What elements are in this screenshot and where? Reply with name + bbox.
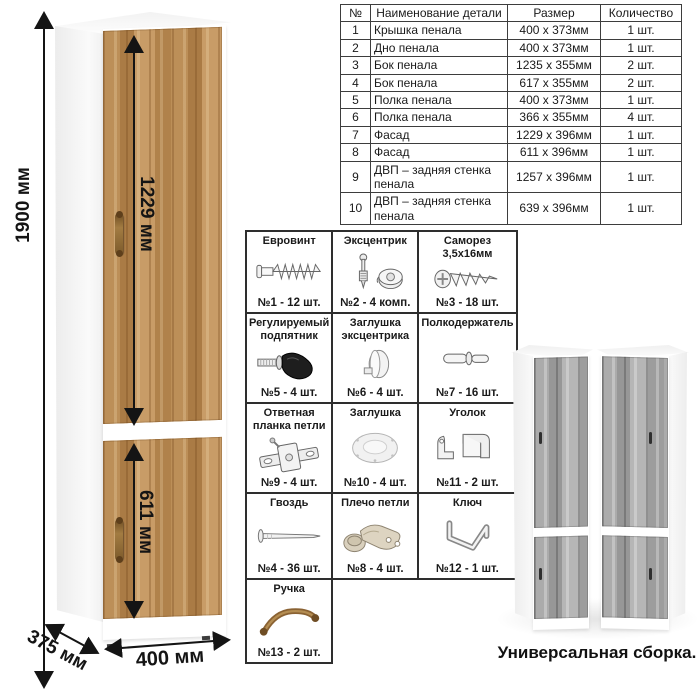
parts-table-header <box>341 5 682 22</box>
header-size: Размер <box>508 5 601 22</box>
table-row <box>341 22 682 39</box>
hardware-cell <box>419 404 515 492</box>
gray-cabinet-left-front <box>533 355 589 630</box>
dimension-label-height: 1900 мм <box>13 167 34 243</box>
hardware-title: Эксцентрик <box>343 235 407 247</box>
part-size: 366 x 355мм <box>508 109 601 126</box>
hardware-qty: №10 - 4 шт. <box>343 477 407 489</box>
lower-door-handle <box>115 519 123 561</box>
dimension-label-upper-door: 1229 мм <box>136 176 157 252</box>
hardware-title: Евровинт <box>262 235 316 247</box>
part-name: Фасад <box>371 144 508 161</box>
header-name: Наименование детали <box>371 5 508 22</box>
hinge-plate-icon <box>249 432 329 477</box>
corner-bracket-icon <box>421 420 513 477</box>
hardware-qty: №11 - 2 шт. <box>436 477 499 489</box>
hardware-qty: №2 - 4 комп. <box>340 297 411 309</box>
hardware-cell <box>247 232 331 312</box>
hardware-cell <box>419 494 515 578</box>
part-size: 1235 x 355мм <box>508 57 601 74</box>
part-qty: 1 шт. <box>601 126 682 143</box>
hardware-title: Ответная планка петли <box>252 407 326 432</box>
table-row <box>341 109 682 126</box>
dimension-label-lower-door: 611 мм <box>135 489 156 555</box>
part-qty: 2 шт. <box>601 74 682 91</box>
gray-upper-door <box>602 356 668 528</box>
table-row <box>341 126 682 143</box>
gray-upper-door <box>534 357 588 528</box>
part-size: 1257 x 396мм <box>508 161 601 193</box>
hardware-title: Гвоздь <box>269 497 309 509</box>
cabinet-foot <box>107 644 115 649</box>
hex-key-icon <box>421 510 513 563</box>
hardware-qty: №9 - 4 шт. <box>260 477 318 489</box>
hardware-qty: №6 - 4 шт. <box>347 387 404 399</box>
part-name: Бок пенала <box>371 74 508 91</box>
hardware-qty: №7 - 16 шт. <box>436 387 499 399</box>
part-size: 400 x 373мм <box>508 91 601 108</box>
hardware-cell <box>333 494 417 578</box>
hardware-cell <box>247 580 331 662</box>
hardware-cell <box>333 404 417 492</box>
part-name: Полка пенала <box>371 91 508 108</box>
part-num: 1 <box>341 22 371 39</box>
part-qty: 1 шт. <box>601 39 682 56</box>
part-size: 1229 x 396мм <box>508 126 601 143</box>
cabinet-foot <box>202 636 210 641</box>
table-row <box>341 91 682 108</box>
handle-icon <box>249 596 329 647</box>
gray-door-handle <box>539 432 542 444</box>
hardware-qty: №12 - 1 шт. <box>436 563 499 575</box>
cover-cap-icon <box>335 420 415 477</box>
part-qty: 1 шт. <box>601 144 682 161</box>
hardware-qty: №3 - 18 шт. <box>436 297 499 309</box>
part-name: ДВП – задняя стенка пенала <box>371 161 508 193</box>
hardware-qty: №5 - 4 шт. <box>260 387 318 399</box>
self-tapping-screw-icon <box>421 260 513 297</box>
gray-door-handle <box>649 432 652 444</box>
parts-table <box>340 4 682 225</box>
part-name: Полка пенала <box>371 109 508 126</box>
cam-lock-icon <box>335 248 415 297</box>
gray-lower-door <box>534 536 588 619</box>
hardware-cell <box>247 494 331 578</box>
hardware-cell <box>333 314 417 402</box>
gray-door-handle <box>649 568 652 580</box>
part-num: 4 <box>341 74 371 91</box>
hardware-title: Ручка <box>273 583 305 595</box>
shelf-pin-icon <box>421 330 513 387</box>
part-size: 639 x 396мм <box>508 193 601 225</box>
header-qty: Количество <box>601 5 682 22</box>
part-size: 617 x 355мм <box>508 74 601 91</box>
hardware-title: Заглушка <box>349 407 401 419</box>
universal-assembly-caption: Универсальная сборка. <box>497 643 697 662</box>
table-row <box>341 144 682 161</box>
cabinet-side-panel <box>55 26 103 622</box>
upper-door-handle <box>115 213 123 255</box>
part-qty: 4 шт. <box>601 109 682 126</box>
hardware-cell <box>333 232 417 312</box>
part-size: 611 x 396мм <box>508 144 601 161</box>
part-qty: 1 шт. <box>601 161 682 193</box>
hardware-qty: №8 - 4 шт. <box>347 563 404 575</box>
euro-screw-icon <box>249 248 329 297</box>
hardware-cell <box>247 314 331 402</box>
gray-lower-door <box>602 535 668 619</box>
hardware-qty: №4 - 36 шт. <box>257 563 321 575</box>
table-row <box>341 57 682 74</box>
gray-cabinet-right-side <box>669 352 687 620</box>
hardware-cell <box>419 314 515 402</box>
part-name: Дно пенала <box>371 39 508 56</box>
hardware-title: Регулируемый подпятник <box>249 317 330 342</box>
part-num: 2 <box>341 39 371 56</box>
hardware-title: Ключ <box>452 497 482 509</box>
hardware-title: Полкодержатель <box>421 317 514 329</box>
adjustable-foot-icon <box>249 342 329 387</box>
gray-cabinet-right-front <box>601 354 669 630</box>
header-num: № <box>341 5 371 22</box>
part-name: Крышка пенала <box>371 22 508 39</box>
part-num: 3 <box>341 57 371 74</box>
part-num: 8 <box>341 144 371 161</box>
part-name: ДВП – задняя стенка пенала <box>371 193 508 225</box>
gray-cabinet-left-side <box>513 352 533 620</box>
hardware-grid <box>245 230 518 664</box>
part-qty: 2 шт. <box>601 57 682 74</box>
table-row <box>341 74 682 91</box>
hardware-qty: №1 - 12 шт. <box>257 297 321 309</box>
hinge-arm-icon <box>335 510 415 563</box>
part-name: Фасад <box>371 126 508 143</box>
part-size: 400 x 373мм <box>508 39 601 56</box>
table-row <box>341 193 682 225</box>
part-num: 7 <box>341 126 371 143</box>
hardware-title: Саморез 3,5х16мм <box>442 235 493 260</box>
hardware-qty: №13 - 2 шт. <box>257 647 321 659</box>
table-row <box>341 39 682 56</box>
table-row <box>341 161 682 193</box>
part-qty: 1 шт. <box>601 22 682 39</box>
part-num: 6 <box>341 109 371 126</box>
hardware-title: Заглушка эксцентрика <box>341 317 410 342</box>
dimension-label-depth: 375 мм <box>23 626 91 676</box>
part-num: 9 <box>341 161 371 193</box>
part-qty: 1 шт. <box>601 91 682 108</box>
hardware-title: Уголок <box>449 407 486 419</box>
hardware-title: Плечо петли <box>341 497 410 509</box>
part-size: 400 x 373мм <box>508 22 601 39</box>
gray-door-handle <box>539 568 542 580</box>
part-num: 5 <box>341 91 371 108</box>
hardware-cell <box>247 404 331 492</box>
part-num: 10 <box>341 193 371 225</box>
cam-cap-icon <box>335 342 415 387</box>
part-qty: 1 шт. <box>601 193 682 225</box>
dimension-label-width: 400 мм <box>135 644 205 672</box>
hardware-cell <box>419 232 515 312</box>
nail-icon <box>249 510 329 563</box>
part-name: Бок пенала <box>371 57 508 74</box>
